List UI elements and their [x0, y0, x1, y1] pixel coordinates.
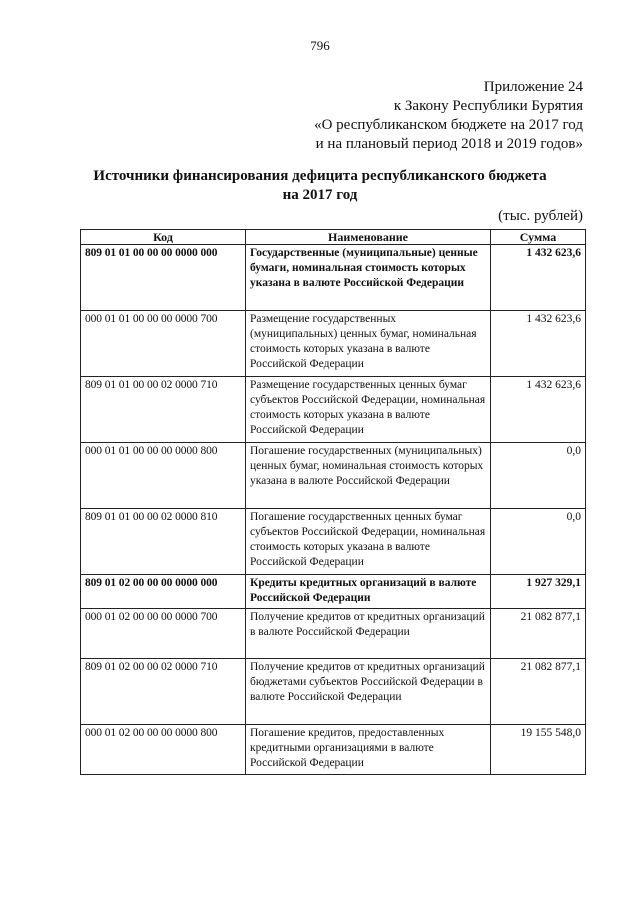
table-row: [81, 509, 586, 575]
units-label: (тыс. рублей): [498, 208, 583, 224]
table-row: [81, 443, 586, 509]
row-name: Получение кредитов от кредитных организаций бюджетами субъектов Российской Федерации в валюте Российской Федерации: [246, 659, 491, 725]
row-name: Получение кредитов от кредитных организаций в валюте Российской Федерации: [246, 609, 491, 659]
title-line: Источники финансирования дефицита республиканского бюджета: [93, 168, 547, 184]
row-sum: 1 432 623,6: [491, 311, 586, 377]
row-name: Погашение государственных ценных бумаг субъектов Российской Федерации, номинальная стоимость которых указана в валюте Российской Федерации: [246, 509, 491, 575]
row-code: 809 01 01 00 00 02 0000 710: [81, 377, 246, 443]
row-name: Погашение государственных (муниципальных) ценных бумаг, номинальная стоимость которых указана в валюте Российской Федерации: [246, 443, 491, 509]
title-line: на 2017 год: [282, 187, 358, 203]
row-code: 000 01 01 00 00 00 0000 700: [81, 311, 246, 377]
table-row: [81, 575, 586, 609]
header-name: Наименование: [246, 230, 491, 245]
appendix-line: к Закону Республики Бурятия: [393, 98, 583, 114]
row-code: 000 01 02 00 00 00 0000 800: [81, 725, 246, 775]
table-row: [81, 659, 586, 725]
row-sum: 19 155 548,0: [491, 725, 586, 775]
appendix-line: и на плановый период 2018 и 2019 годов»: [315, 136, 583, 152]
row-sum: 21 082 877,1: [491, 659, 586, 725]
table-row: [81, 725, 586, 775]
row-code: 809 01 02 00 00 00 0000 000: [81, 575, 246, 609]
row-code: 000 01 02 00 00 00 0000 700: [81, 609, 246, 659]
appendix-line: Приложение 24: [483, 79, 583, 95]
row-sum: 1 432 623,6: [491, 245, 586, 311]
row-code: 809 01 01 00 00 00 0000 000: [81, 245, 246, 311]
appendix-line: «О республиканском бюджете на 2017 год: [314, 117, 583, 133]
row-sum: 0,0: [491, 509, 586, 575]
row-name: Кредиты кредитных организаций в валюте Российской Федерации: [246, 575, 491, 609]
row-code: 809 01 02 00 00 02 0000 710: [81, 659, 246, 725]
row-sum: 1 927 329,1: [491, 575, 586, 609]
table-header-row: [81, 230, 586, 245]
row-sum: 1 432 623,6: [491, 377, 586, 443]
appendix-reference: [314, 78, 583, 154]
header-code: Код: [81, 230, 246, 245]
header-sum: Сумма: [491, 230, 586, 245]
row-name: Погашение кредитов, предоставленных кредитными организациями в валюте Российской Федерации: [246, 725, 491, 775]
table-row: [81, 311, 586, 377]
financing-sources-table: [80, 229, 586, 775]
row-code: 000 01 01 00 00 00 0000 800: [81, 443, 246, 509]
row-sum: 0,0: [491, 443, 586, 509]
document-title: [0, 167, 640, 205]
row-name: Государственные (муниципальные) ценные бумаги, номинальная стоимость которых указана в валюте Российской Федерации: [246, 245, 491, 311]
table-row: [81, 245, 586, 311]
table-row: [81, 609, 586, 659]
page-number: 796: [310, 38, 330, 53]
row-code: 809 01 01 00 00 02 0000 810: [81, 509, 246, 575]
row-name: Размещение государственных (муниципальных) ценных бумаг, номинальная стоимость которых указана в валюте Российской Федерации: [246, 311, 491, 377]
row-sum: 21 082 877,1: [491, 609, 586, 659]
table-row: [81, 377, 586, 443]
row-name: Размещение государственных ценных бумаг субъектов Российской Федерации, номинальная стоимость которых указана в валюте Российской Федерации: [246, 377, 491, 443]
